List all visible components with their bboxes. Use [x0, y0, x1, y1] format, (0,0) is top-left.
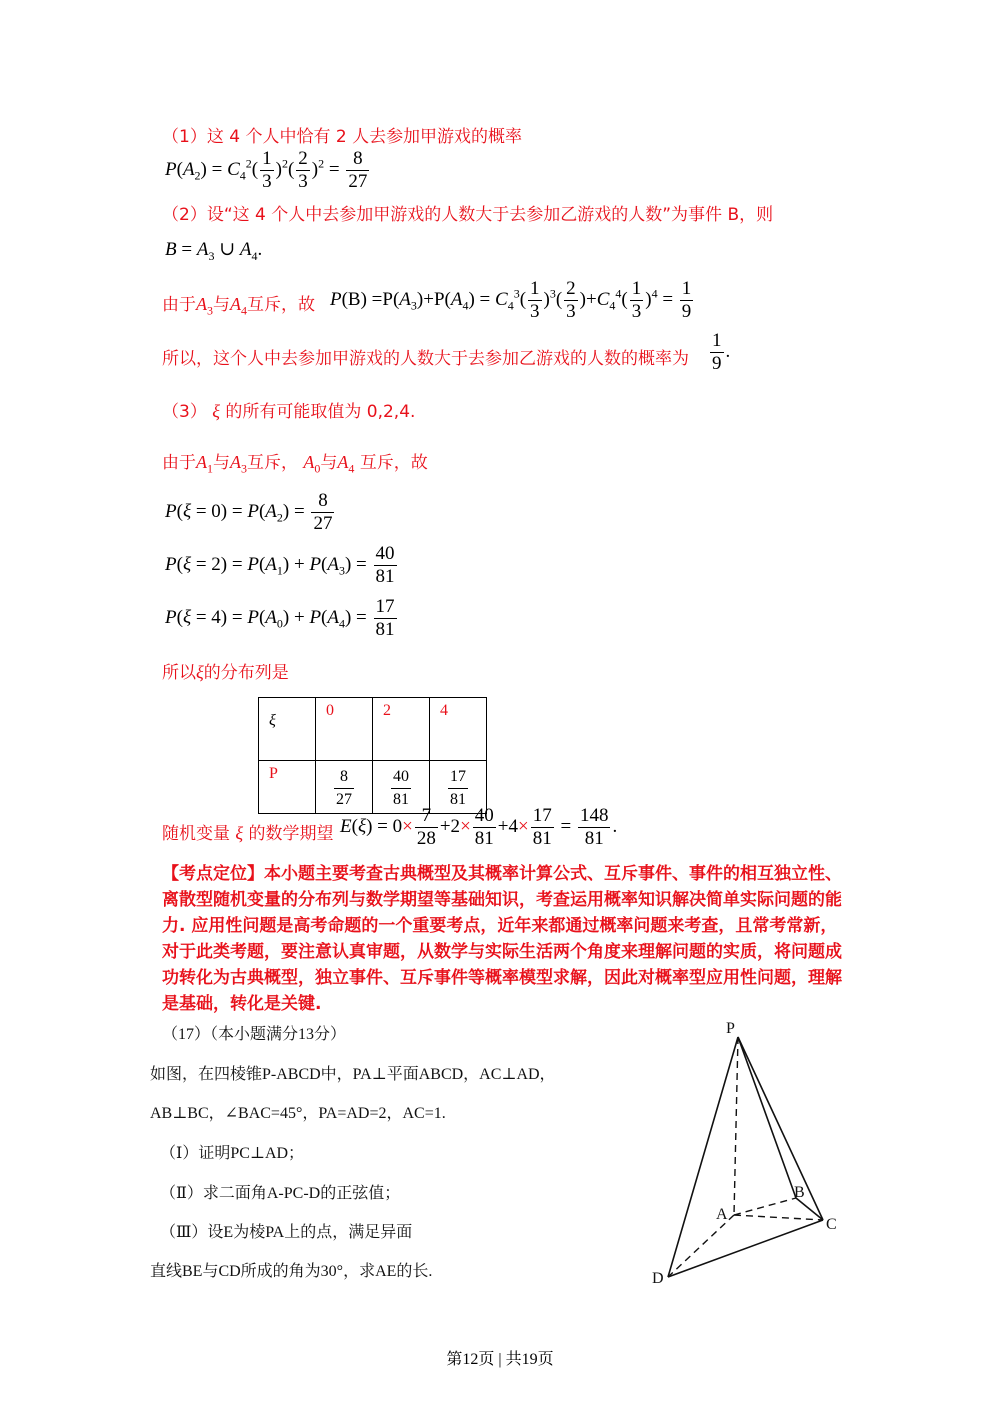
table-cell: 4: [430, 698, 487, 761]
analysis-label: 【考点定位】: [162, 864, 264, 884]
edge-bc: [796, 1198, 823, 1220]
analysis-line-6: 是基础，转化是关键.: [162, 994, 322, 1014]
formula-expectation: E(ξ) = 0× $\frac{7}{28}$ +2× $\frac{40}{81}$ +4× $\frac{17}{81}$ = $\frac{148}{81}$ .: [340, 805, 618, 849]
pyramid-figure: [640, 1015, 850, 1295]
problem-17-stem-2: AB⊥BC，∠BAC=45°，PA=AD=2，AC=1.: [150, 1105, 446, 1122]
formula-p-xi-4: $P(\xi = 4) = P(A_0) + P(A_4)$ = $\frac{17}{81}$: [165, 596, 395, 640]
q3-title: （3） ξ 的所有可能取值为 0,2,4.: [162, 401, 416, 422]
edge-ab-hidden: [734, 1198, 796, 1215]
edge-pc: [738, 1037, 823, 1220]
table-row: [259, 698, 487, 761]
analysis-line-1: 【考点定位】本小题主要考查古典概型及其概率计算公式、互斥事件、事件的相互独立性、: [162, 864, 842, 884]
edge-pa-hidden: [734, 1037, 738, 1215]
analysis-line-5: 功转化为古典概型，独立事件、互斥事件等概率模型求解，因此对概率型应用性问题，理解: [162, 968, 842, 988]
analysis-line-3: 力. 应用性问题是高考命题的一个重要考点，近年来都通过概率问题来考查，且常考常新，: [162, 916, 838, 936]
edge-ad-hidden: [668, 1215, 734, 1277]
table-header-xi: ξ: [259, 698, 316, 761]
q2-conclusion: 所以，这个人中去参加甲游戏的人数大于去参加乙游戏的人数的概率为: [162, 349, 689, 369]
edge-dc: [668, 1220, 823, 1277]
q2-mutex-line: 由于$A_3$与$A_4$互斥，故: [162, 294, 315, 318]
vertex-label-d: D: [652, 1270, 664, 1287]
q2-title: （2）设“这 4 个人中去参加甲游戏的人数大于去参加乙游戏的人数”为事件 B，则: [162, 205, 774, 225]
vertex-label-p: P: [726, 1020, 735, 1037]
formula-p-xi-0: $P(\xi = 0) = P(A_2)$ = $\frac{8}{27}$: [165, 490, 333, 534]
vertex-label-c: C: [826, 1216, 837, 1233]
vertex-label-b: B: [794, 1184, 805, 1201]
expect-label: 随机变量 ξ 的数学期望: [162, 823, 334, 844]
formula-p-xi-2: $P(\xi = 2) = P(A_1) + P(A_3)$ = $\frac{40}{81}$: [165, 543, 395, 587]
problem-17-part-3b: 直线BE与CD所成的角为30°，求AE的长.: [150, 1263, 433, 1280]
vertex-label-a: A: [716, 1206, 728, 1223]
edge-pb: [738, 1037, 796, 1198]
table-cell: $\frac{17}{81}$: [430, 761, 487, 814]
q3-mutex: 由于$A_1$与$A_3$互斥， $A_0$与$A_4$ 互斥，故: [162, 452, 428, 476]
q2-answer: $\frac{1}{9}$ .: [712, 330, 731, 374]
problem-17-header: （17）（本小题满分13分）: [162, 1026, 347, 1043]
formula-p-b: $P(B) =P(A_3)+P(A_4) = C_4^3$( $\frac{1}{3}$ )$^3$( $\frac{2}{3}$ )$+C_4^4$( $\frac{1}{3}$ )$^4$ = $\frac{1}{9}$: [330, 278, 692, 322]
formula-b-union: $B = A_3$ ∪ $A_4$.: [165, 239, 263, 263]
problem-17-part-1: （Ⅰ）证明PC⊥AD；: [160, 1145, 305, 1162]
formula-p-a2: $P(A_2) = C_4^2$( $\frac{1}{3}$ )$^2$( $\frac{2}{3}$ )$^2$ = $\frac{8}{27}$: [165, 148, 368, 192]
problem-17-stem-1: 如图，在四棱锥P-ABCD中，PA⊥平面ABCD，AC⊥AD，: [150, 1066, 556, 1083]
table-header-p: P: [259, 761, 316, 814]
analysis-line-2: 离散型随机变量的分布列与数学期望等基础知识，考查运用概率知识解决简单实际问题的能: [162, 890, 842, 910]
analysis-line-4: 对于此类考题，要注意认真审题，从数学与实际生活两个角度来理解问题的实质，将问题成: [162, 942, 842, 962]
problem-17-part-3: （Ⅲ）设E为棱PA上的点，满足异面: [160, 1224, 413, 1241]
distribution-table: [258, 697, 487, 814]
edge-ac-hidden: [734, 1215, 823, 1220]
q1-title: （1）这 4 个人中恰有 2 人去参加甲游戏的概率: [162, 127, 523, 147]
table-cell: 2: [373, 698, 430, 761]
problem-17-part-2: （Ⅱ）求二面角A-PC-D的正弦值；: [160, 1185, 401, 1202]
table-cell: $\frac{40}{81}$: [373, 761, 430, 814]
edge-pd: [668, 1037, 738, 1277]
table-cell: $\frac{8}{27}$: [316, 761, 373, 814]
table-cell: 0: [316, 698, 373, 761]
page-footer: 第12页 | 共19页: [446, 1351, 554, 1368]
dist-intro: 所以ξ的分布列是: [162, 662, 289, 683]
